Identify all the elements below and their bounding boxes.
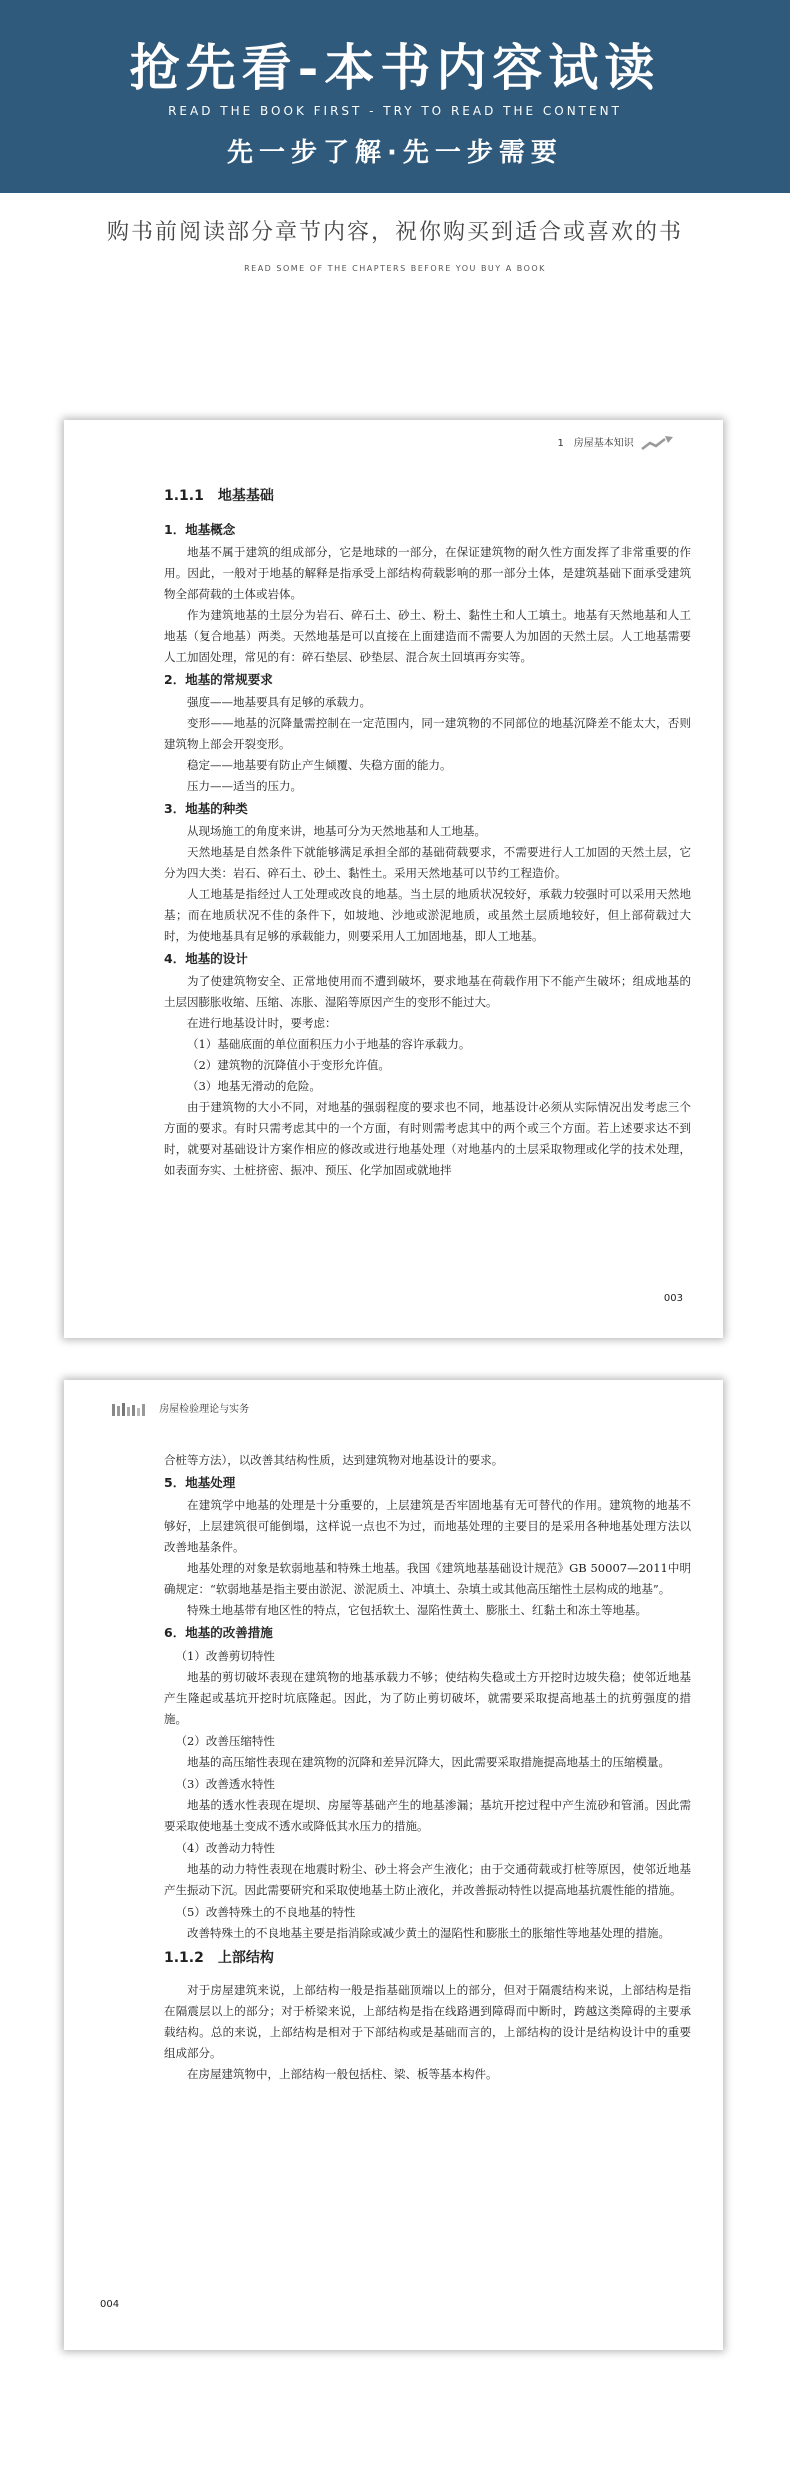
paragraph: 地基的动力特性表现在地震时粉尘、砂土将会产生液化；由于交通荷载或打桩等原因，使邻近地基产生振动下沉。因此需要研究和采取使地基土防止液化，并改善振动特性以提高地基抗震性能的措施。: [164, 1862, 691, 1897]
page-number: 004: [100, 2299, 120, 2310]
paragraph: 作为建筑地基的土层分为岩石、碎石土、砂土、粉土、黏性土和人工填土。地基有天然地基和人工地基（复合地基）两类。天然地基是可以直接在上面建造而不需要人为加固的天然土层。人工地基需要人工加固处理，常见的有：碎石垫层、砂垫层、混合灰土回填再夯实等。: [164, 608, 691, 664]
chapter-header-label: 1 房屋基本知识: [557, 438, 634, 449]
page-content: [164, 482, 691, 1181]
book-page-004: [64, 1380, 723, 2350]
paragraph: 人工地基是指经过人工处理或改良的地基。当土层的地质状况较好，承载力较强时可以采用天然地基；而在地质状况不佳的条件下，如坡地、沙地或淤泥地质，或虽然土层质地较好，但上部荷载过大时，为使地基具有足够的承载能力，则要采用人工加固地基，即人工地基。: [164, 887, 691, 943]
section-title: 1.1.2 上部结构: [164, 1950, 274, 1966]
subheading: 2．地基的常规要求: [164, 672, 273, 687]
subheading-numbered: （3）改善透水特性: [175, 1777, 275, 1791]
paragraph: （3）地基无滑动的危险。: [187, 1079, 321, 1093]
subheading: 3．地基的种类: [164, 801, 248, 816]
subheading-numbered: （4）改善动力特性: [175, 1841, 275, 1855]
paragraph: 在房屋建筑物中，上部结构一般包括柱、梁、板等基本构件。: [187, 2067, 498, 2081]
paragraph: 为了使建筑物安全、正常地使用而不遭到破坏，要求地基在荷载作用下不能产生破坏；组成地基的土层因膨胀收缩、压缩、冻胀、湿陷等原因产生的变形不能过大。: [164, 974, 691, 1009]
intro-text: 购书前阅读部分章节内容，祝你购买到适合或喜欢的书: [106, 220, 683, 245]
paragraph: 变形——地基的沉降量需控制在一定范围内，同一建筑物的不同部位的地基沉降差不能太大，否则建筑物上部会开裂变形。: [164, 716, 691, 751]
subheading-numbered: （1）改善剪切特性: [175, 1649, 275, 1663]
subheading: 4．地基的设计: [164, 951, 248, 966]
header-banner: [0, 0, 790, 193]
paragraph: 在建筑学中地基的处理是十分重要的，上层建筑是否牢固地基有无可替代的作用。建筑物的地基不够好，上层建筑很可能倒塌，这样说一点也不为过，而地基处理的主要目的是采用各种地基处理方法以改善地基条件。: [164, 1498, 691, 1554]
subheading-numbered: （5）改善特殊土的不良地基的特性: [175, 1905, 356, 1919]
paragraph: 改善特殊土的不良地基主要是指消除或减少黄土的湿陷性和膨胀土的胀缩性等地基处理的措施。: [187, 1926, 670, 1940]
paragraph: 地基处理的对象是软弱地基和特殊土地基。我国《建筑地基基础设计规范》GB 50007—2011中明确规定：“软弱地基是指主要由淤泥、淤泥质土、冲填土、杂填土或其他高压缩性土层构成的地基”。: [164, 1561, 691, 1596]
page-header: [557, 434, 675, 451]
paragraph: 稳定——地基要有防止产生倾覆、失稳方面的能力。: [187, 758, 452, 772]
bar-graph-icon: [112, 1402, 152, 1416]
paragraph: 在进行地基设计时，要考虑：: [187, 1016, 337, 1030]
book-page-003: [64, 420, 723, 1338]
page-number: 003: [663, 1293, 683, 1304]
paragraph: 压力——适当的压力。: [187, 779, 302, 793]
paragraph: 从现场施工的角度来讲，地基可分为天然地基和人工地基。: [187, 824, 486, 838]
paragraph: 由于建筑物的大小不同，对地基的强弱程度的要求也不同，地基设计必须从实际情况出发考虑三个方面的要求。有时只需考虑其中的一个方面，有时则需考虑其中的两个或三个方面。若上述要求达不到时，就要对基础设计方案作相应的修改或进行地基处理（对地基内的土层采取物理或化学的技术处理，如表面夯实、土桩挤密、振冲、预压、化学加固或就地拌: [164, 1100, 691, 1177]
paragraph: 合桩等方法），以改善其结构性质，达到建筑物对地基设计的要求。: [164, 1453, 504, 1467]
paragraph: 地基的高压缩性表现在建筑物的沉降和差异沉降大，因此需要采取措施提高地基土的压缩模量。: [187, 1755, 670, 1769]
paragraph: 天然地基是自然条件下就能够满足承担全部的基础荷载要求，不需要进行人工加固的天然土层，它分为四大类：岩石、碎石土、砂土、黏性土。采用天然地基可以节约工程造价。: [164, 845, 691, 880]
paragraph: （2）建筑物的沉降值小于变形允许值。: [187, 1058, 390, 1072]
paragraph: 地基的透水性表现在堤坝、房屋等基础产生的地基渗漏；基坑开挖过程中产生流砂和管涌。因此需要采取使地基土变成不透水或降低其水压力的措施。: [164, 1798, 691, 1833]
banner-slogan: 先一步了解·先一步需要: [227, 138, 563, 168]
banner-title: 抢先看-本书内容试读: [129, 38, 661, 97]
intro-text-en: READ SOME OF THE CHAPTERS BEFORE YOU BUY A BOOK: [244, 264, 546, 273]
banner-subtitle-en: READ THE BOOK FIRST - TRY TO READ THE CONTENT: [168, 104, 622, 118]
subheading: 5．地基处理: [164, 1475, 236, 1490]
subheading: 1．地基概念: [164, 522, 236, 537]
paragraph: 地基不属于建筑的组成部分，它是地球的一部分，在保证建筑物的耐久性方面发挥了非常重要的作用。因此，一般对于地基的解释是指承受上部结构荷载影响的那一部分土体，是建筑基础下面承受建筑物全部荷载的土体或岩体。: [164, 545, 691, 601]
page-header: [112, 1400, 249, 1416]
section-title: 1.1.1 地基基础: [164, 488, 274, 504]
paragraph: 强度——地基要具有足够的承载力。: [187, 695, 371, 709]
paragraph: 对于房屋建筑来说，上部结构一般是指基础顶端以上的部分，但对于隔震结构来说，上部结构是指在隔震层以上的部分；对于桥梁来说，上部结构是指在线路遇到障碍而中断时，跨越这类障碍的主要承载结构。总的来说，上部结构是相对于下部结构或是基础而言的，上部结构的设计是结构设计中的重要组成部分。: [164, 1983, 691, 2060]
trend-arrow-icon: [641, 435, 675, 451]
paragraph: 地基的剪切破坏表现在建筑物的地基承载力不够；使结构失稳或土方开挖时边坡失稳；使邻近地基产生隆起或基坑开挖时坑底隆起。因此，为了防止剪切破坏，就需要采取提高地基土的抗剪强度的措施。: [164, 1670, 691, 1726]
page-content: [164, 1450, 691, 2085]
subheading-numbered: （2）改善压缩特性: [175, 1734, 275, 1748]
subheading: 6．地基的改善措施: [164, 1625, 273, 1640]
paragraph: 特殊土地基带有地区性的特点，它包括软土、湿陷性黄土、膨胀土、红黏土和冻土等地基。: [187, 1603, 647, 1617]
book-title-header: 房屋检验理论与实务: [159, 1404, 250, 1415]
paragraph: （1）基础底面的单位面积压力小于地基的容许承载力。: [187, 1037, 471, 1051]
